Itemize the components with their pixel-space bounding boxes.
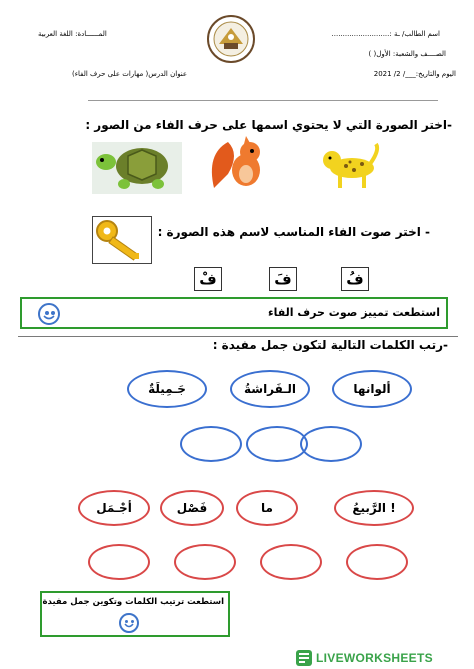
smiley-icon[interactable] bbox=[119, 613, 139, 633]
footer bbox=[0, 645, 474, 669]
turtle-image[interactable] bbox=[92, 142, 182, 194]
word-alfarasha[interactable]: الـفَراشةُ bbox=[230, 370, 310, 408]
answer-slot[interactable] bbox=[346, 544, 408, 580]
question-2-title: - اختر صوت الفاء المناسب لاسم هذه الصورة : bbox=[157, 225, 430, 239]
choice-sukun[interactable]: فْ bbox=[194, 267, 222, 291]
liveworksheets-logo-icon bbox=[296, 650, 312, 666]
date-label: اليوم والتاريخ:___/ 2/ 2021 bbox=[373, 70, 456, 78]
key-image bbox=[92, 216, 152, 264]
choice-fatha[interactable]: فَ bbox=[269, 267, 297, 291]
answer-slot[interactable] bbox=[174, 544, 236, 580]
lesson-title: عنوان الدرس( مهارات على حرف الفاء) bbox=[72, 70, 188, 78]
answer-slot[interactable] bbox=[180, 426, 242, 462]
liveworksheets-logo-text: LIVEWORKSHEETS bbox=[316, 651, 433, 665]
word-alrabi[interactable]: الرَّبيعُ ! bbox=[334, 490, 414, 526]
skill-2-box bbox=[40, 591, 230, 637]
answer-slot[interactable] bbox=[88, 544, 150, 580]
answer-slot[interactable] bbox=[300, 426, 362, 462]
word-alwanuha[interactable]: ألوانها bbox=[332, 370, 412, 408]
choice-damma[interactable]: فُ bbox=[341, 267, 369, 291]
answer-slot[interactable] bbox=[260, 544, 322, 580]
word-fasl[interactable]: فَصْل bbox=[160, 490, 224, 526]
question-3-title: -رتب الكلمات التالية لتكون جمل مفيدة : bbox=[212, 338, 448, 352]
skill-1-text: استطعت تمييز صوت حرف الفاء bbox=[268, 306, 440, 319]
skill-2-text: استطعت ترتيب الكلمات وتكوين جمل مفيدة bbox=[42, 597, 224, 607]
word-jamila[interactable]: جَـمِيلَةٌ bbox=[127, 370, 207, 408]
question-1-title: -اختر الصورة التي لا يحتوي اسمها على حرف الفاء من الصور : bbox=[85, 118, 452, 132]
answer-slot[interactable] bbox=[246, 426, 308, 462]
squirrel-image[interactable] bbox=[206, 134, 270, 194]
subject-label: المــــــادة: اللغة العربية bbox=[38, 30, 107, 38]
class-label: الصــــف والشعبة: الأول( ) bbox=[368, 50, 446, 58]
school-logo bbox=[206, 14, 256, 64]
smiley-icon[interactable] bbox=[38, 303, 60, 325]
skill-1-box bbox=[20, 297, 448, 329]
word-ajmal[interactable]: أجْـمَل bbox=[78, 490, 150, 526]
leopard-image[interactable] bbox=[320, 140, 382, 192]
word-ma[interactable]: ما bbox=[236, 490, 298, 526]
student-name-label: اسم الطالب/ ـة :.......................... bbox=[331, 30, 440, 38]
